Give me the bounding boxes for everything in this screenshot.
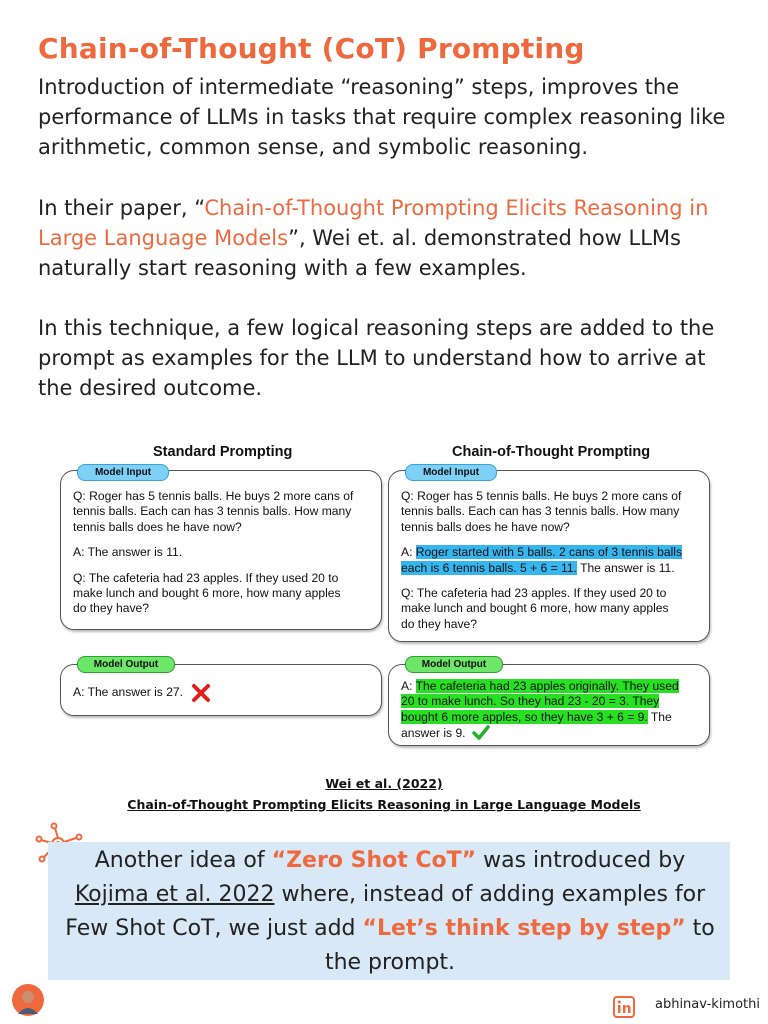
- citation-author[interactable]: Wei et al. (2022): [325, 776, 443, 791]
- cot-output-box: [388, 664, 710, 746]
- standard-prompting-title: Standard Prompting: [153, 444, 293, 460]
- cot-model-output-tag: Model Output: [405, 656, 503, 673]
- cot-figure: [50, 440, 720, 750]
- standard-input-box: [60, 470, 382, 630]
- cot-prompting-title: Chain-of-Thought Prompting: [452, 444, 651, 460]
- kojima-link[interactable]: Kojima et al. 2022: [74, 882, 275, 907]
- cot-output-text: A: The cafeteria had 23 apples originally. They used 20 to make lunch. So they had 23 - 20 = 3. They bought 6 more apples, so they have 3 + 6 = 9. The answer is 9.: [401, 679, 679, 740]
- technique-paragraph: In this technique, a few logical reasoning steps are added to the prompt as examples for the LLM to understand how to arrive at the desired outcome.: [38, 316, 715, 400]
- paper-link[interactable]: Chain-of-Thought Prompting Elicits Reasoning in Large Language Models: [38, 196, 709, 250]
- cot-input-text: Q: Roger has 5 tennis balls. He buys 2 more cans of tennis balls. Each can has 3 tennis balls. How many tennis balls does he have now? A: Roger started with 5 balls. 2 cans of 3 tennis balls each is 6 tennis balls. 5 + 6 = 11. The answer is 11. Q: The cafeteria had 23 apples. If they used 20 to make lunch and bought 6 more, how many apples do they have?: [401, 489, 683, 631]
- paper-paragraph-pre: In their paper, “: [38, 196, 205, 220]
- standard-model-output-tag: Model Output: [77, 656, 175, 673]
- linkedin-icon: [613, 996, 635, 1018]
- paper-paragraph: [38, 193, 738, 283]
- correct-check-icon: [472, 725, 490, 741]
- author-handle[interactable]: abhinav-kimothi: [654, 997, 760, 1012]
- cot-input-box: [388, 470, 710, 642]
- standard-model-input-tag: Model Input: [77, 464, 169, 481]
- standard-output-text: A: The answer is 27.: [73, 683, 211, 703]
- zero-shot-cot-callout: [48, 842, 730, 980]
- wrong-cross-icon: [191, 683, 211, 703]
- citation-title[interactable]: Chain-of-Thought Prompting Elicits Reasoning in Large Language Models: [127, 797, 641, 812]
- avatar: [12, 984, 44, 1016]
- paper-paragraph-post: ”, Wei et. al. demonstrated how LLMs naturally start reasoning with a few examples.: [38, 226, 681, 280]
- standard-input-text: Q: Roger has 5 tennis balls. He buys 2 more cans of tennis balls. Each can has 3 tennis balls. How many tennis balls does he have now? A: The answer is 11. Q: The cafeteria had 23 apples. If they used 20 to make lunch and bought 6 more, how many apples do they have?: [73, 489, 354, 616]
- cot-model-input-tag: Model Input: [405, 464, 497, 481]
- intro-paragraph: Introduction of intermediate “reasoning” steps, improves the performance of LLMs in tasks that require complex reasoning like arithmetic, common sense, and symbolic reasoning.: [38, 75, 726, 159]
- cot-reasoning-highlight: Roger started with 5 balls. 2 cans of 3 tennis balls: [415, 545, 683, 560]
- callout-text: Another idea of “Zero Shot CoT” was introduced by Kojima et al. 2022 where, instead of adding examples for Few Shot CoT, we just add “Let’s think step by step” to the prompt.: [65, 848, 715, 975]
- page-title: Chain-of-Thought (CoT) Prompting: [38, 32, 585, 65]
